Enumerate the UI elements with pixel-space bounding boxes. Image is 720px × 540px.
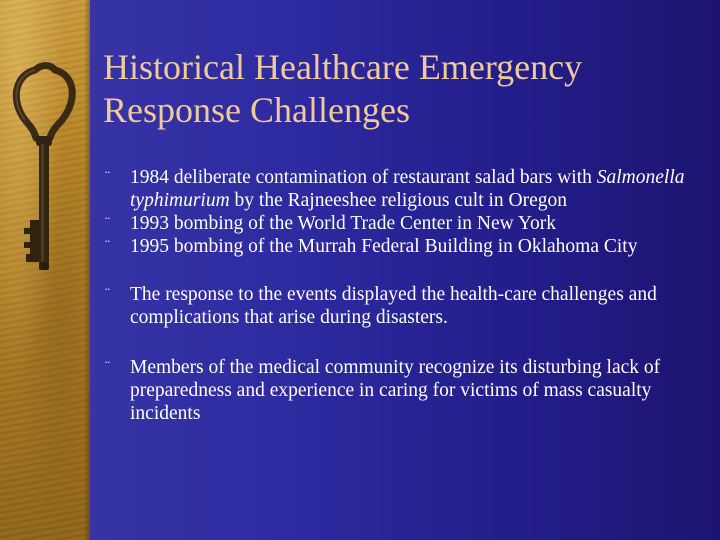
diamond-bullet-icon: ¨	[105, 359, 110, 375]
title-line-1: Historical Healthcare Emergency	[103, 47, 583, 87]
diamond-bullet-icon: ¨	[105, 215, 110, 231]
bullet-list	[105, 166, 710, 425]
key-image	[0, 30, 90, 300]
diamond-bullet-icon: ¨	[105, 169, 110, 185]
bullet-item	[105, 235, 710, 258]
slide-title	[103, 46, 683, 132]
bullet-item	[105, 356, 710, 425]
parchment-strip	[0, 0, 90, 540]
diamond-bullet-icon: ¨	[105, 286, 110, 302]
bullet-text: 1995 bombing of the Murrah Federal Building in Oklahoma City	[130, 236, 638, 257]
bullet-text: Members of the medical community recognize its disturbing lack of preparedness and experience in caring for victims of mass casualty incidents	[130, 357, 661, 424]
bullet-item	[105, 283, 710, 329]
bullet-italic-text: Salmonella typhimurium	[130, 167, 685, 211]
bullet-item	[105, 166, 710, 212]
bullet-text: 1984 deliberate contamination of restaurant salad bars with	[130, 167, 592, 188]
bullet-text: 1993 bombing of the World Trade Center in New York	[130, 213, 556, 234]
bullet-text: The response to the events displayed the health-care challenges and complications that arise during disasters.	[130, 284, 657, 328]
bullet-item	[105, 212, 710, 235]
diamond-bullet-icon: ¨	[105, 238, 110, 254]
title-line-2: Response Challenges	[103, 90, 410, 130]
bullet-text: by the Rajneeshee religious cult in Oregon	[234, 190, 568, 211]
